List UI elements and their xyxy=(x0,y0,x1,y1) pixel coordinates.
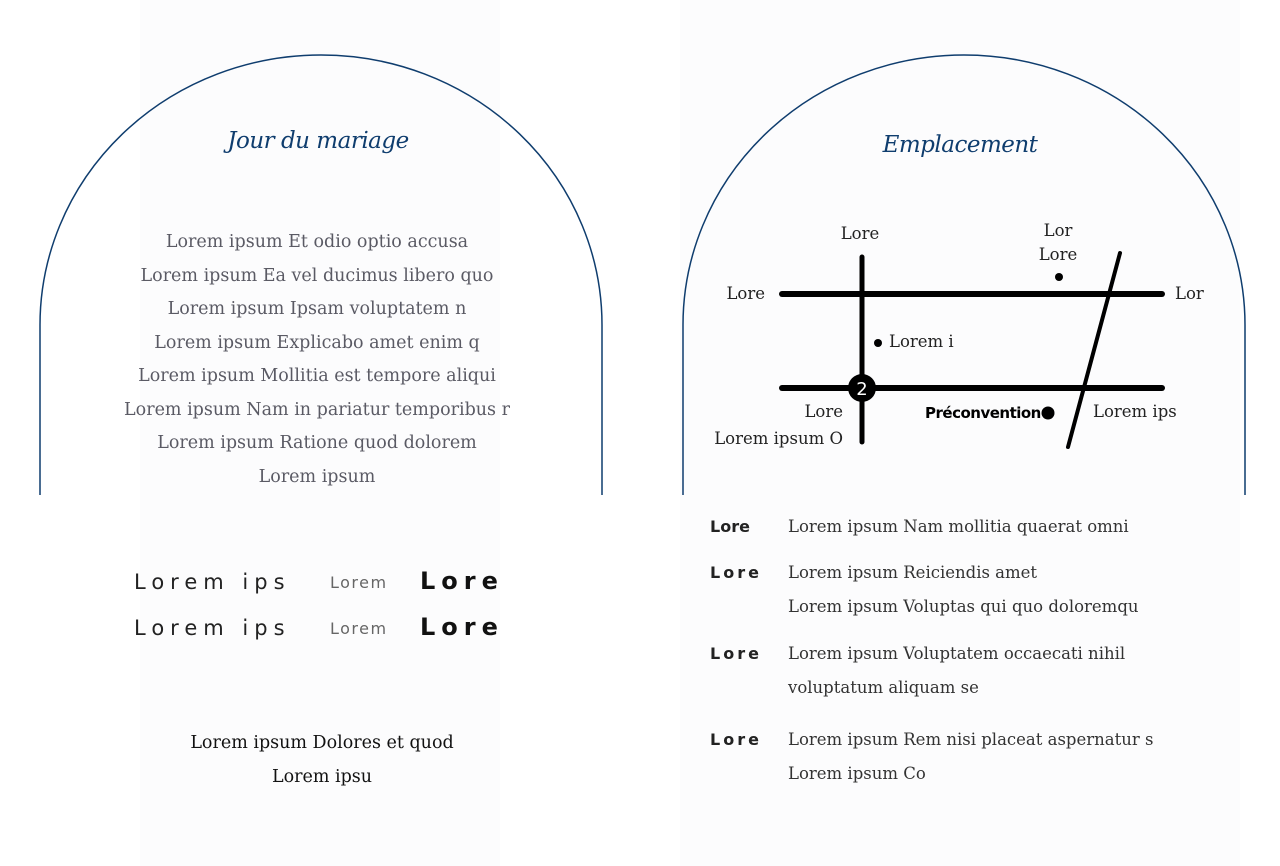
venue-label: Préconvention xyxy=(925,404,1041,422)
schedule-description xyxy=(788,510,1268,544)
location-panel xyxy=(640,0,1280,866)
description-line: Lorem ipsum Nam mollitia quaerat omni xyxy=(788,517,1129,536)
schedule-description xyxy=(788,723,1268,791)
description-line: Lorem ipsum Voluptatem occaecati nihil xyxy=(788,644,1126,663)
description-line: Lorem ipsum Co xyxy=(788,764,926,783)
schedule-time: Lore xyxy=(710,730,762,749)
street-label: Lore xyxy=(1038,245,1078,264)
schedule-time: Lore xyxy=(710,517,750,536)
schedule-description xyxy=(788,637,1268,705)
text-line: Lorem ipsum xyxy=(258,466,376,487)
street-label: Lor xyxy=(1043,221,1073,240)
street-label: Lor xyxy=(1175,284,1204,303)
location-dot xyxy=(1055,273,1063,281)
first-name: Lorem ips xyxy=(134,616,291,640)
description-line: voluptatum aliquam se xyxy=(788,678,979,697)
name-row xyxy=(0,567,640,610)
location-map xyxy=(640,0,1280,500)
connector-text: Lorem xyxy=(330,619,388,638)
street-label: Lore xyxy=(726,284,765,303)
text-line: Lorem ipsum Explicabo amet enim q xyxy=(154,332,480,353)
description-line: Lorem ipsum Voluptas qui quo doloremqu xyxy=(788,597,1139,616)
text-line: Lorem ipsum Ratione quod dolorem xyxy=(157,433,477,453)
schedule-text xyxy=(0,226,634,494)
last-name: Lore xyxy=(420,567,504,595)
schedule-time: Lore xyxy=(710,563,762,582)
text-line: Lorem ipsum Ea vel ducimus libero quo xyxy=(140,265,494,286)
street-label: Lorem ips xyxy=(1093,402,1177,421)
description-line: Lorem ipsum Reiciendis amet xyxy=(788,563,1038,582)
schedule-description xyxy=(788,556,1268,624)
first-name: Lorem ips xyxy=(134,570,291,594)
footer-line: Lorem ipsum Dolores et quod xyxy=(190,733,454,753)
text-line: Lorem ipsum Et odio optio accusa xyxy=(165,232,469,252)
name-row xyxy=(0,613,640,656)
connector-text: Lorem xyxy=(330,573,388,592)
text-line: Lorem ipsum Mollitia est tempore aliqui xyxy=(138,366,496,386)
text-line: Lorem ipsum Nam in pariatur temporibus r xyxy=(124,399,510,420)
street-label: Lore xyxy=(804,402,843,421)
venue-dot xyxy=(1042,407,1055,420)
footer-line: Lorem ipsu xyxy=(271,767,373,787)
marker-number: 2 xyxy=(856,379,868,400)
street-label: Lore xyxy=(840,224,880,243)
footer-note xyxy=(0,726,644,794)
street-label: Lorem ipsum O xyxy=(714,429,843,448)
place-label: Lorem i xyxy=(889,332,954,351)
description-line: Lorem ipsum Rem nisi placeat aspernatur s xyxy=(788,730,1154,749)
last-name: Lore xyxy=(420,613,504,641)
text-line: Lorem ipsum Ipsam voluptatem n xyxy=(167,299,467,319)
page-title: Jour du mariage xyxy=(227,128,409,154)
schedule-time: Lore xyxy=(710,644,762,663)
page-title: Emplacement xyxy=(882,132,1038,158)
location-dot xyxy=(874,339,882,347)
